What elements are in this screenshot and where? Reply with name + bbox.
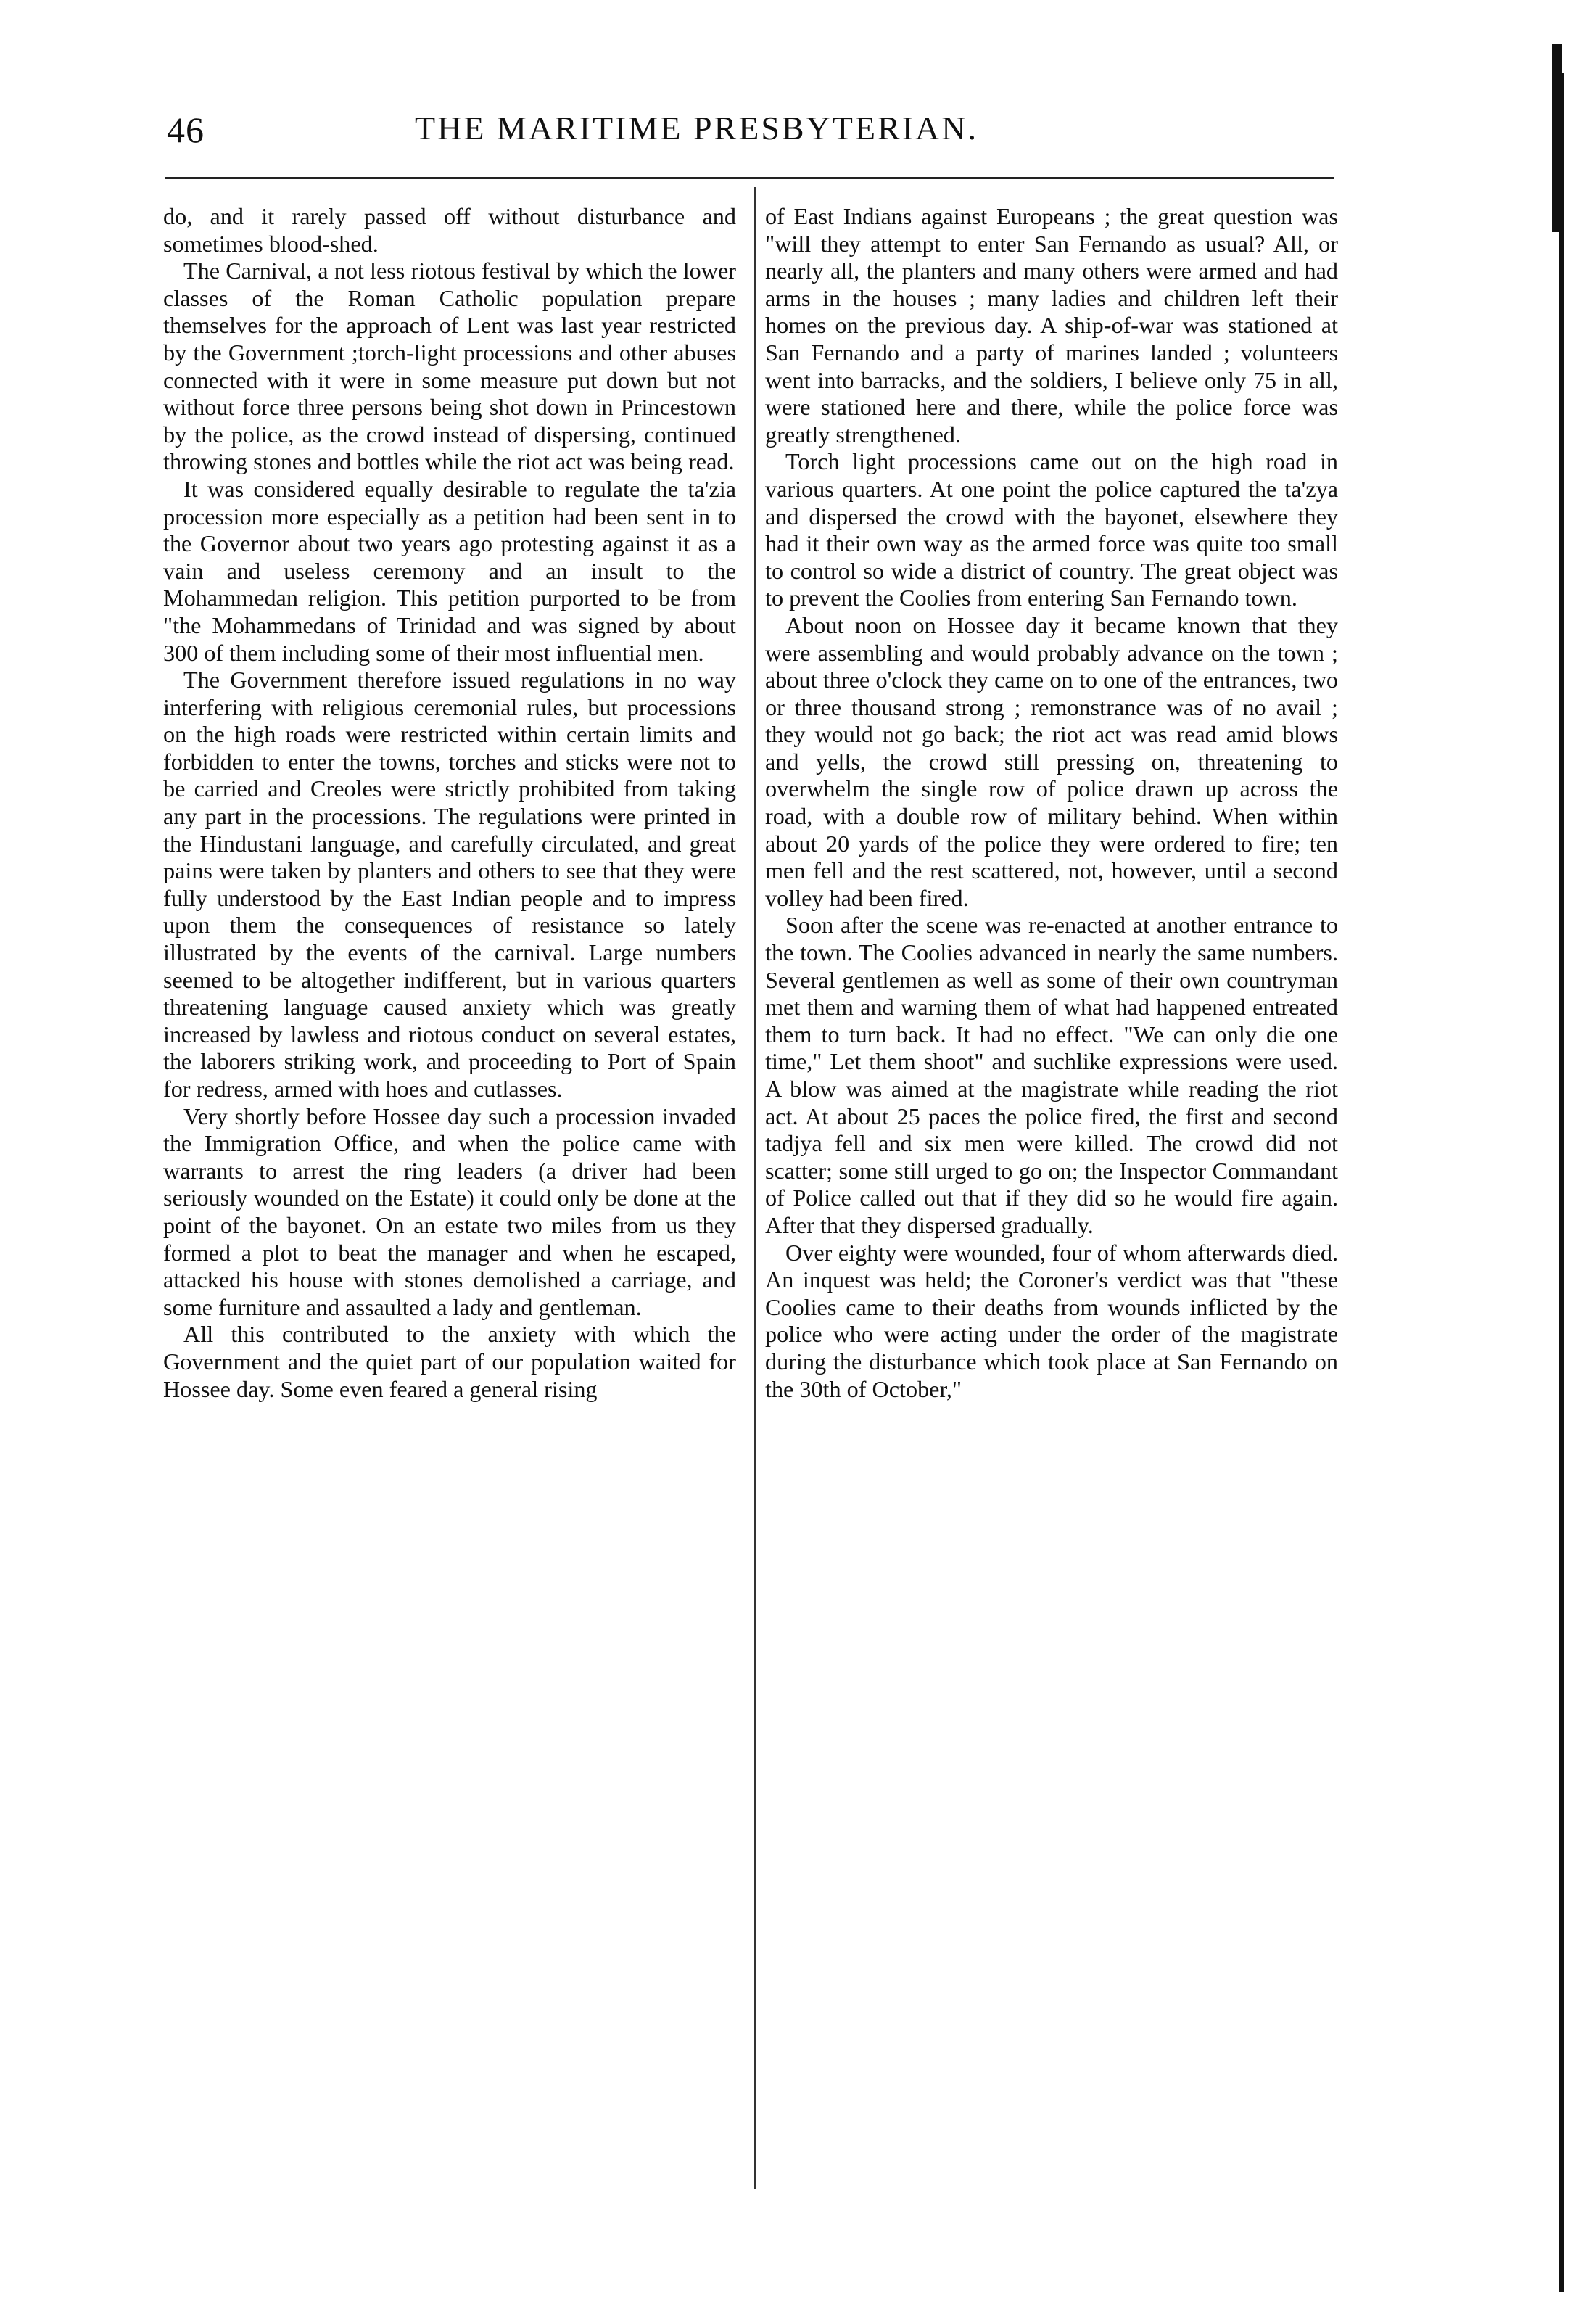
paragraph: of East Indians against Europeans ; the great question was "will they attempt to enter San Fernando as usual? All, or nearly all, the planters and many others were armed and had arms in the houses ; many ladies and children left their homes on the previous day. A ship-of-war was stationed at San Fernando and a party of marines landed ; volunteers went into barracks, and the soldiers, I believe only 75 in all, were stationed here and there, while the police force was greatly strengthened. [765,203,1338,448]
paragraph: Torch light processions came out on the high road in various quarters. At one point the police captured the ta'zya and dispersed the crowd with the bayonet, elsewhere they had it their own way as the armed force was quite too small to control so wide a district of country. The great object was to prevent the Coolies from entering San Fernando town. [765,448,1338,611]
left-column [163,203,736,1403]
right-column [765,203,1338,1403]
paragraph: Very shortly before Hossee day such a procession invaded the Immigration Office, and when the police came with warrants to arrest the ring leaders (a driver had been seriously wounded on the Estate) it could only be done at the point of the bayonet. On an estate two miles from us they formed a plot to beat the manager and when he escaped, attacked his house with stones demolished a carriage, and some furniture and assaulted a lady and gentleman. [163,1103,736,1320]
column-divider [754,187,756,2189]
paragraph: About noon on Hossee day it became known that they were assembling and would probably advance on the town ; about three o'clock they came on to one of the entrances, two or three thousand strong ; remonstrance was of no avail ; they would not go back; the riot act was read amid blows and yells, the crowd still pressing on, threatening to overwhelm the single row of police drawn up across the road, with a double row of military behind. When within about 20 yards of the police they were ordered to fire; ten men fell and the rest scattered, not, however, until a second volley had been fired. [765,611,1338,911]
paragraph: Soon after the scene was re-enacted at another entrance to the town. The Coolies advanced in nearly the same numbers. Several gentlemen as well as some of their own countryman met them and warning them of what had happened entreated them to turn back. It had no effect. "We can only die one time," Let them shoot" and suchlike expressions were used. A blow was aimed at the magistrate while reading the riot act. At about 25 paces the police fired, the first and second tadjya fell and six men were killed. The crowd did not scatter; some still urged to go on; the Inspector Commandant of Police called out that if they did so he would fire again. After that they dispersed gradually. [765,912,1338,1238]
header-rule [165,177,1334,179]
paragraph: The Carnival, a not less riotous festival by which the lower classes of the Roman Catholic population prepare themselves for the approach of Lent was last year restricted by the Government ;torch-light processions and other abuses connected with it were in some measure put down but not without force three persons being shot down in Princestown by the police, as the crowd instead of dispersing, continued throwing stones and bottles while the riot act was being read. [163,257,736,475]
paragraph: do, and it rarely passed off without disturbance and sometimes blood-shed. [163,203,736,257]
paragraph: It was considered equally desirable to regulate the ta'zia procession more especially as a petition had been sent in to the Governor about two years ago protesting against it as a vain and useless ceremony and an insult to the Mohammedan religion. This petition purported to be from "the Mohammedans of Trinidad and was signed by about 300 of them including some of their most influential men. [163,475,736,666]
paragraph: The Government therefore issued regulations in no way interfering with religious ceremonial rules, but processions on the high roads were restricted within certain limits and forbidden to enter the towns, torches and sticks were not to be carried and Creoles were strictly prohibited from taking any part in the processions. The regulations were printed in the Hindustani language, and carefully circulated, and great pains were taken by planters and others to see that they were fully understood by the East Indian people and to impress upon them the consequences of resistance so lately illustrated by the events of the carnival. Large numbers seemed to be altogether indifferent, but in various quarters threatening language caused anxiety which was greatly increased by lawless and riotous conduct on several estates, the laborers striking work, and proceeding to Port of Spain for redress, armed with hoes and cutlasses. [163,667,736,1102]
page-edge-rule [1559,73,1564,2292]
page-header [167,109,1334,174]
journal-title: THE MARITIME PRESBYTERIAN. [415,110,978,147]
paragraph: All this contributed to the anxiety with which the Government and the quiet part of our population waited for Hossee day. Some even feared a general rising [163,1321,736,1402]
paragraph: Over eighty were wounded, four of whom afterwards died. An inquest was held; the Coroner's verdict was that "these Coolies came to their deaths from wounds inflicted by the police who were acting under the order of the magistrate during the disturbance which took place at San Fernando on the 30th of October," [765,1239,1338,1402]
page-number: 46 [167,110,205,150]
